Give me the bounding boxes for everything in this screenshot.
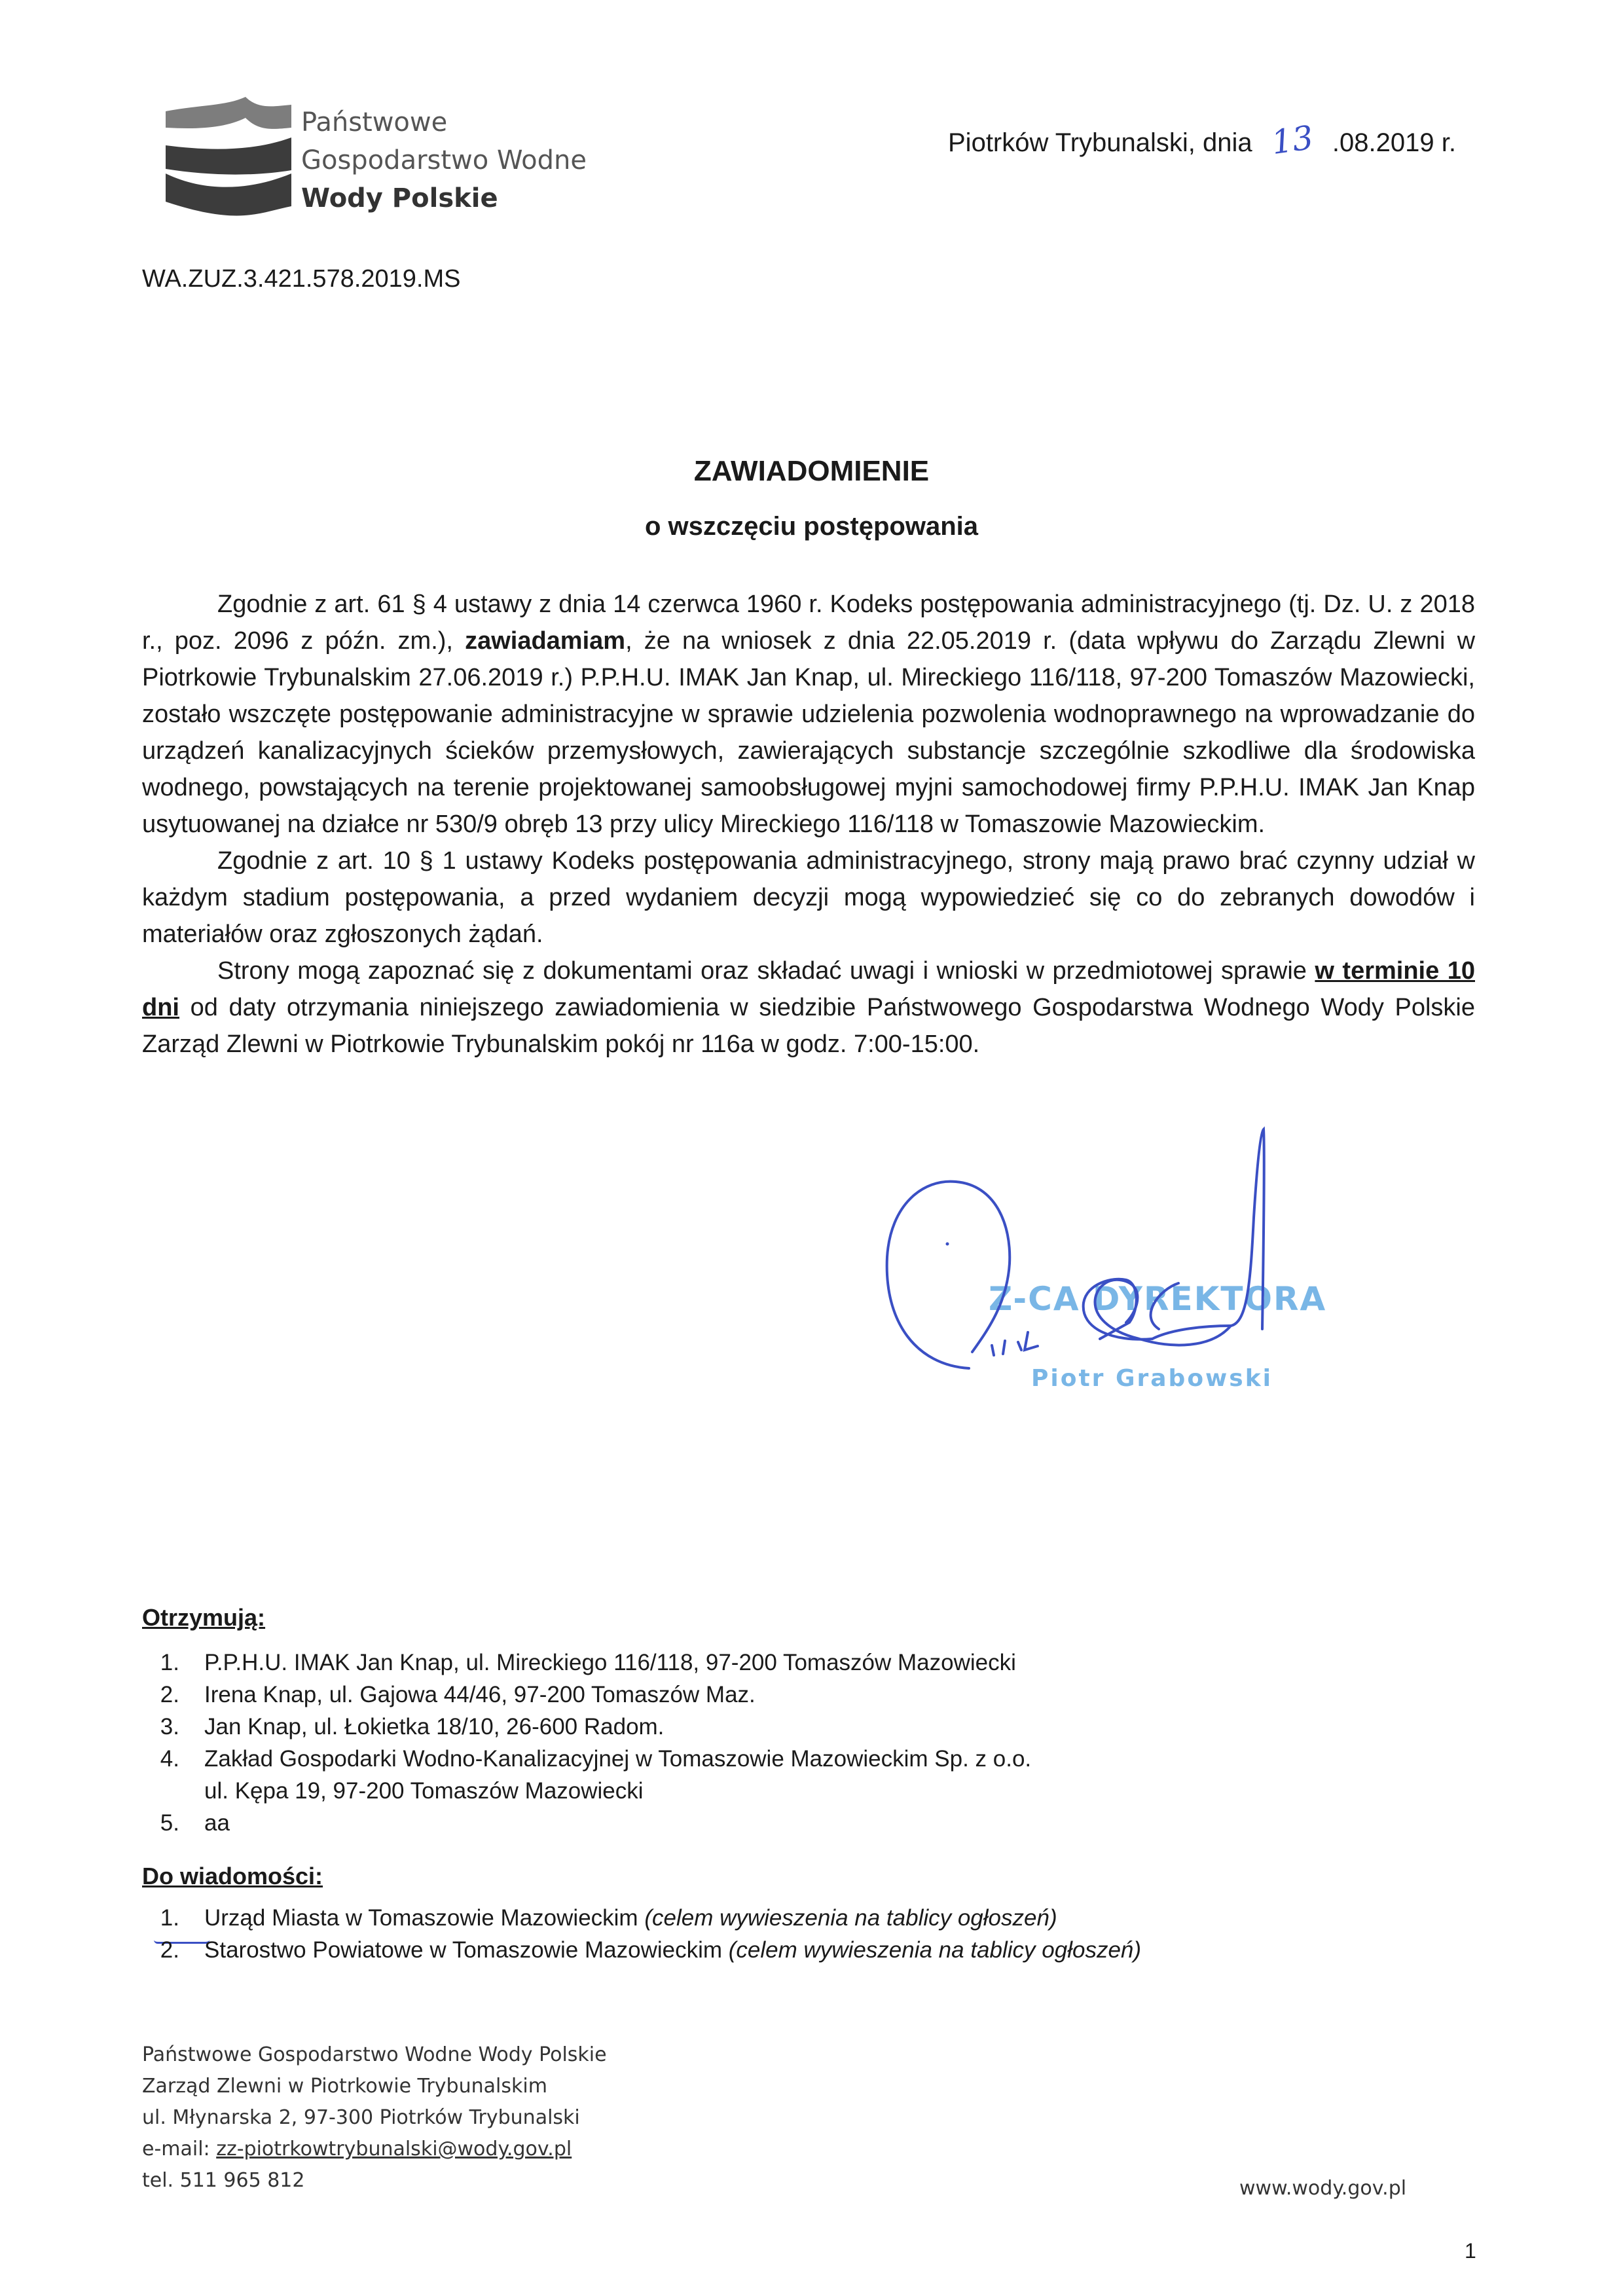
paragraph-1-bold: zawiadamiam [465,627,626,655]
wody-polskie-waves-icon [160,92,291,216]
paragraph-1-text-a: Zgodnie z art. 61 § 4 ustawy z dnia 14 czerwca 1960 r. Kodeks postępowania administracyjnego (tj. Dz. U. z 2018 r., poz. 2096 z późn. zm.), [142,591,1475,655]
email-label: e-mail: [142,2138,217,2160]
stamp-name: Piotr Grabowski [1031,1365,1273,1392]
date-suffix: .08.2019 r. [1332,128,1456,157]
list-item-number: 3. [160,1714,179,1740]
document-body [142,586,1475,1063]
list-item-number: 1. [160,1650,179,1675]
list-item [151,1902,1141,1934]
organization-logo [160,92,619,223]
list-item-text [204,1807,230,1839]
list-item-text [204,1679,756,1711]
list-item [151,1743,1031,1807]
page-number: 1 [1465,2239,1476,2263]
list-item-number: 1. [160,1905,179,1931]
stamp-title: Z-CA DYREKTORA [989,1280,1327,1318]
document-subtitle: o wszczęciu postępowania [644,512,978,541]
list-item-text [204,1934,1141,1966]
footer-email-line [142,2134,607,2165]
footer-phone: tel. 511 965 812 [142,2169,305,2192]
list-item [151,1647,1031,1679]
handwritten-day: 13 [1269,118,1316,162]
list-item-main-text: Jan Knap, ul. Łokietka 18/10, 26-600 Radom. [204,1714,665,1740]
signature-block [864,1113,1355,1408]
list-item-text [204,1711,664,1743]
list-item [151,1934,1141,1966]
list-item-note: (celem wywieszenia na tablicy ogłoszeń) [728,1937,1142,1963]
paragraph-1-text-b: , że na wniosek z dnia 22.05.2019 r. (data wpływu do Zarządu Zlewni w Piotrkowie Trybunalskim 27.06.2019 r.) P.P.H.U. IMAK Jan Knap, ul. Mireckiego 116/118, 97-200 Tomaszów Mazowiecki, zostało wszczęte postępowanie administracyjne w sprawie udzielenia pozwolenia wodnoprawnego na wprowadzanie do urządzeń kanalizacyjnych ścieków przemysłowych, zawierających substancje szczególnie szkodliwe dla środowiska wodnego, powstających na terenie projektowanej samoobsługowej myjni samochodowej firmy P.P.H.U. IMAK Jan Knap usytuowanej na działce nr 530/9 obręb 13 przy ulicy Mireckiego 116/118 w Tomaszowie Mazowieckim. [142,627,1476,838]
list-item-note: (celem wywieszenia na tablicy ogłoszeń) [644,1905,1057,1931]
for-information-heading: Do wiadomości: [142,1863,323,1889]
list-item-main-text: aa [204,1810,230,1836]
place-prefix: Piotrków Trybunalski, dnia [948,128,1252,157]
logo-line-3: Wody Polskie [301,183,498,213]
list-item-text [204,1902,1057,1934]
paragraph-3-text-b: od daty otrzymania niniejszego zawiadomienia w siedzibie Państwowego Gospodarstwa Wodnego Wody Polskie Zarząd Zlewni w Piotrkowie Trybunalskim pokój nr 116a w godz. 7:00-15:00. [142,994,1475,1058]
footer-office: Zarząd Zlewni w Piotrkowie Trybunalskim [142,2075,547,2098]
footer-org-name: Państwowe Gospodarstwo Wodne Wody Polskie [142,2043,607,2066]
handwritten-signature-icon [864,1113,1355,1408]
paragraph-1 [142,586,1475,843]
logo-line-2: Gospodarstwo Wodne [301,145,587,175]
footer-street: ul. Młynarska 2, 97-300 Piotrków Trybunalski [142,2106,580,2129]
place-and-date [948,118,1456,162]
logo-line-1: Państwowe [301,107,448,137]
list-item-main-text: P.P.H.U. IMAK Jan Knap, ul. Mireckiego 116/118, 97-200 Tomaszów Mazowiecki [204,1650,1016,1675]
list-item [151,1679,1031,1711]
list-item [151,1711,1031,1743]
list-item-second-line: ul. Kępa 19, 97-200 Tomaszów Mazowiecki [204,1778,644,1804]
reference-number: WA.ZUZ.3.421.578.2019.MS [142,265,461,293]
list-item [151,1807,1031,1839]
list-item-main-text: Urząd Miasta w Tomaszowie Mazowieckim [204,1905,645,1931]
list-item-text [204,1743,1031,1807]
list-item-number: 4. [160,1746,179,1772]
deadline-emphasis: w terminie 10 dni [142,957,1475,1021]
email-link[interactable]: zz-piotrkowtrybunalski@wody.gov.pl [216,2138,572,2160]
website-link[interactable]: www.wody.gov.pl [1239,2177,1407,2200]
paragraph-3-text-a: Strony mogą zapoznać się z dokumentami oraz składać uwagi i wnioski w przedmiotowej sprawie [217,957,1315,985]
list-item-number: 2. [160,1937,179,1963]
recipients-list [151,1647,1031,1839]
for-information-list [151,1902,1141,1966]
list-item-text [204,1647,1016,1679]
recipients-heading: Otrzymują: [142,1604,266,1631]
list-item-number: 5. [160,1810,179,1836]
paragraph-3 [142,953,1475,1063]
list-item-main-text: Starostwo Powiatowe w Tomaszowie Mazowieckim [204,1937,729,1963]
paragraph-2: Zgodnie z art. 10 § 1 ustawy Kodeks postępowania administracyjnego, strony mają prawo brać czynny udział w każdym stadium postępowania, a przed wydaniem decyzji mogą wypowiedzieć się co do zebranych dowodów i materiałów oraz zgłoszonych żądań. [142,847,1475,948]
list-item-main-text: Zakład Gospodarki Wodno-Kanalizacyjnej w Tomaszowie Mazowieckim Sp. z o.o. [204,1746,1032,1772]
document-title: ZAWIADOMIENIE [693,455,930,487]
list-item-main-text: Irena Knap, ul. Gajowa 44/46, 97-200 Tomaszów Maz. [204,1682,756,1707]
footer-address [142,2039,607,2196]
list-item-number: 2. [160,1682,179,1707]
